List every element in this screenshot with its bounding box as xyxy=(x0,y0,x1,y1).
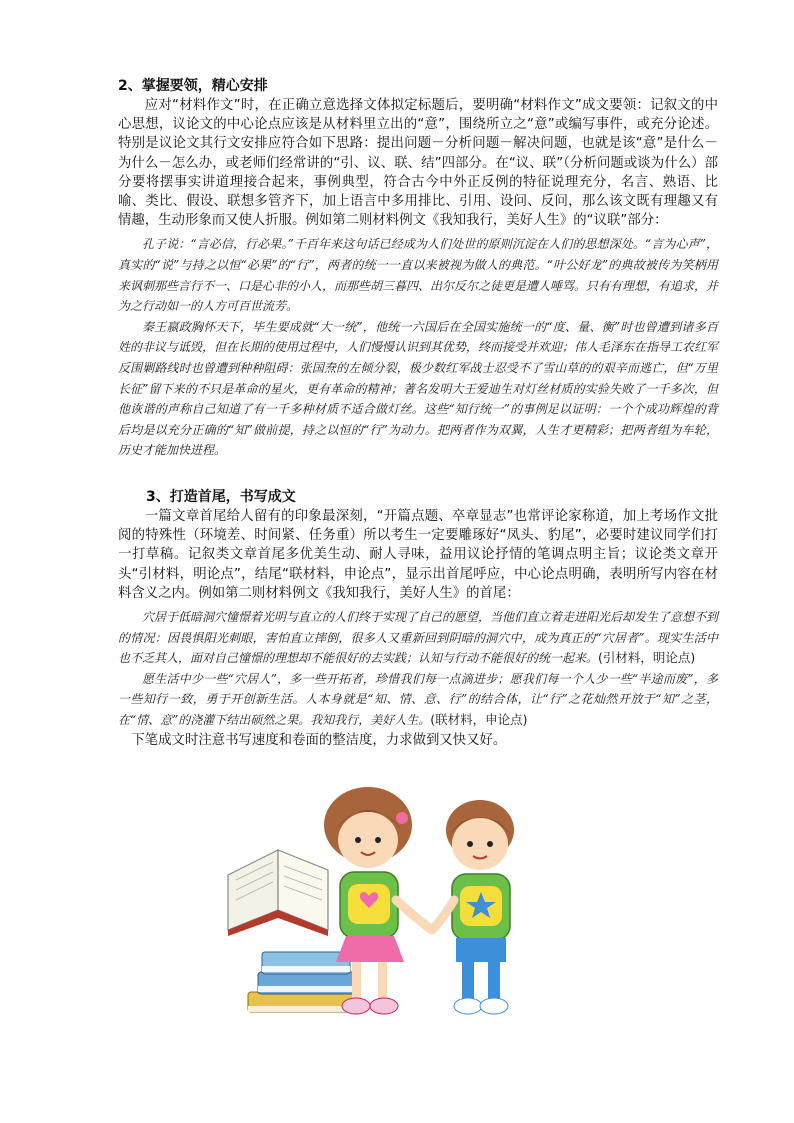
section-3-paragraph: 一篇文章首尾给人留有的印象最深刻，“开篇点题、卒章显志”也常评论家称道，加上考场作文批阅的特殊性（环境差、时间紧、任务重）所以考生一定要雕琢好“凤头、豹尾”，必要时建议同学们打一打草稿。记叙类文章首尾多优美生动、耐人寻味，益用议论抒情的笔调点明主旨；议论类文章开头“引材料，明论点”，结尾“联材料，申论点”，显示出首尾呼应，中心论点明确，表明所写内容在材料含义之内。例如第二则材料例文《我知我行，美好人生》的首尾： xyxy=(118,508,718,601)
example-quote-paragraph-1: 孔子说：“言必信，行必果。”千百年来这句话已经成为人们处世的原则沉淀在人们的思想深处。“言为心声”，真实的“说”与持之以恒“必果”的“行”，两者的统一一直以来被视为做人的典范。“叶公好龙”的典故被传为笑柄用来讽刺那些言行不一、口是心非的小人，而那些胡三暮四、出尔反尔之徒更是遭人唾骂。只有有理想，有追求，并为之行动如一的人方可百世流芳。 xyxy=(118,237,719,314)
section-heading-3: 3、打造首尾，书写成文 xyxy=(146,488,296,505)
document-body xyxy=(118,76,718,750)
closing-quote-text: 愿生活中少一些“穴居人”，多一些开拓者，珍惜我们每一点滴进步；愿我们每一个人少一些“半途而废”，多一些知行一致，勇于开创新生活。人本身就是“知、情、意、行”的结合体，让“行”之花灿然开放于“知”之茎，在“情、意”的浇灌下结出硕然之果。我知我行，美好人生。 xyxy=(118,671,718,727)
children-with-books-illustration xyxy=(218,780,558,1030)
opening-quote-text: 穴居于低暗洞穴憧憬着光明与直立的人们终于实现了自己的愿望，当他们直立着走进阳光后却发生了意想不到的情况：因畏惧阳光刺眼，害怕直立摔倒，很多人又重新回到阴暗的洞穴中，成为真正的“穴居者”。现实生活中也不乏其人，面对自己憧憬的理想却不能很好的去实践；认知与行动不能很好的统一起来。 xyxy=(118,609,719,666)
closing-quote-tag: (联材料，申论点) xyxy=(430,711,528,727)
open-book-icon xyxy=(228,850,328,936)
example-quote-paragraph-2: 秦王嬴政胸怀天下，毕生要成就“大一统”，他统一六国后在全国实施统一的“度、量、衡”时也曾遭到诸多百姓的非议与诋毁，但在长期的使用过程中，人们慢慢认识到其优势，终而接受并欢迎；伟人毛泽东在指导工农红军反围剿路线时也曾遭到种种阻碍：张国焘的左倾分裂，极少数红军战士忍受不了雪山草的的艰辛而逃亡，但“万里长征”留下来的不只是革命的星火，更有革命的精神；著名发明大王爱迪生对灯丝材质的实验失败了一千多次，但他诙谐的声称自己知道了有一千多种材质不适合做灯丝。这些“知行统一”的事例足以证明：一个个成功辉煌的背后均是以充分正确的“知”做前提，持之以恒的“行”为动力。把两者作为双翼，人生才更精彩；把两者组为车轮，历史才能加快进程。 xyxy=(118,319,719,458)
opening-quote-tag: (引材料，明论点) xyxy=(598,650,696,666)
section-3-closing-paragraph: 下笔成文时注意书写速度和卷面的整洁度，力求做到又快又好。 xyxy=(131,732,507,748)
closing-quote-paragraph xyxy=(118,669,718,731)
section-2-paragraph: 应对“材料作文”时，在正确立意选择文体拟定标题后，要明确“材料作文”成文要领：记叙文的中心思想，议论文的中心论点应该是从材料里立出的“意”，围绕所立之“意”或编写事件，或充分论述。特别是议论文其行文安排应符合如下思路：提出问题－分析问题－解决问题，也就是该“意”是什么－为什么－怎么办，或老师们经常讲的“引、议、联、结”四部分。在“议、联”（分析问题或谈为什么）部分要将摆事实讲道理接合起来，事例典型，符合古今中外正反例的特征说理充分，名言、熟语、比喻、类比、假设、联想多管齐下，加上语言中多用排比、引用、设问、反问，那么该文既有理趣又有情趣，生动形象而又使人折服。例如第二则材料例文《我知我行，美好人生》的“议联”部分： xyxy=(118,98,718,229)
boy-figure-icon xyxy=(432,800,514,1014)
section-heading-2: 2、掌握要领，精心安排 xyxy=(118,78,268,94)
opening-quote-paragraph xyxy=(118,607,718,669)
